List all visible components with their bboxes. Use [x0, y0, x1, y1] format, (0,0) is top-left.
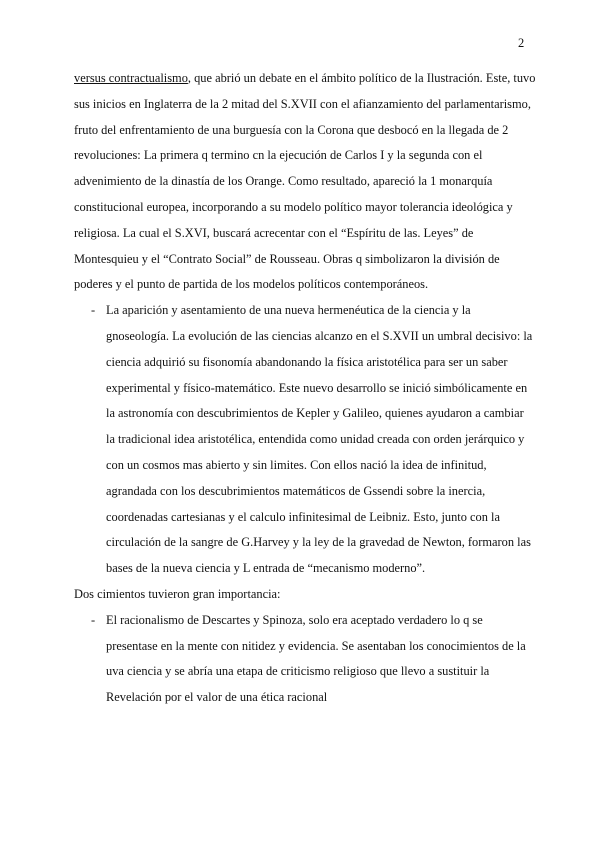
paragraph-line: sus inicios en Inglaterra de la 2 mitad del S.XVII con el afianzamiento del parlamentarismo, [74, 96, 531, 111]
bullet-marker: - [91, 612, 96, 627]
bullet-line: bases de la nueva ciencia y L entrada de “mecanismo moderno”. [106, 561, 426, 576]
bullet-line: presentase en la mente con nitidez y evidencia. Se asentaban los conocimientos de la [106, 638, 526, 653]
bullet-line: la tradicional idea aristotélica, entendida como unidad creada con orden jerárquico y [106, 432, 525, 447]
bullet-line: uva ciencia y se abría una etapa de criticismo religioso que llevo a sustituir la [106, 664, 490, 679]
line-text: , que abrió un debate en el ámbito político de la Ilustración. Este, tuvo [187, 71, 536, 85]
intro-paragraph [74, 66, 536, 298]
paragraph-line: poderes y el punto de partida de los modelos políticos contemporáneos. [74, 277, 429, 292]
bullet-line: ciencia adquirió su fisonomía abandonando la física aristotélica para ser un saber [106, 354, 508, 369]
paragraph-line: constitucional europea, incorporando a su modelo político mayor tolerancia ideológica y [74, 199, 513, 214]
bullet-line [91, 298, 526, 324]
paragraph-line: Montesquieu y el “Contrato Social” de Rousseau. Obras q simbolizaron la división de [74, 251, 500, 266]
paragraph-line: revoluciones: La primera q termino cn la ejecución de Carlos I y la segunda con el [74, 148, 483, 163]
page-number: 2 [518, 36, 525, 50]
paragraph-line: fruto del enfrentamiento de una burguesía con la Corona que desbocó en la llegada de 2 [74, 122, 509, 137]
bullet-item-science [74, 298, 533, 582]
paragraph-line: advenimiento de la dinastía de los Orange. Como resultado, apareció la 1 monarquía [74, 174, 493, 189]
bullet-marker: - [91, 303, 96, 318]
bullet-item-rationalism [74, 608, 526, 711]
underlined-term: versus contractualismo [74, 71, 188, 85]
paragraph-line: religiosa. La cual el S.XVI, buscará acrecentar con el “Espíritu de las. Leyes” de [74, 225, 474, 240]
bullet-line: experimental y físico-matemático. Este nuevo desarrollo se inició simbólicamente en [106, 380, 528, 395]
bullet-line: agrandada con los descubrimientos matemáticos de Gssendi sobre la inercia, [106, 483, 486, 498]
bullet-line: Revelación por el valor de una ética racional [106, 690, 328, 705]
bullet-line: la astronomía con descubrimientos de Kepler y Galileo, quienes ayudaron a cambiar [106, 406, 524, 421]
section-lead-line: Dos cimientos tuvieron gran importancia: [74, 586, 281, 601]
line-text: La aparición y asentamiento de una nueva hermenéutica de la ciencia y la [106, 303, 471, 318]
bullet-line: con un cosmos mas abierto y sin limites. Con ellos nació la idea de infinitud, [106, 457, 487, 472]
bullet-line: gnoseología. La evolución de las ciencias alcanzo en el S.XVII un umbral decisivo: la [106, 328, 533, 343]
document-body [74, 66, 536, 711]
paragraph-line [74, 66, 536, 92]
bullet-line: coordenadas cartesianas y el calculo infinitesimal de Leibniz. Esto, junto con la [106, 509, 500, 524]
line-text: El racionalismo de Descartes y Spinoza, solo era aceptado verdadero lo q se [106, 612, 483, 627]
bullet-line [91, 608, 526, 634]
bullet-line: circulación de la sangre de G.Harvey y la ley de la gravedad de Newton, formaron las [106, 535, 531, 550]
